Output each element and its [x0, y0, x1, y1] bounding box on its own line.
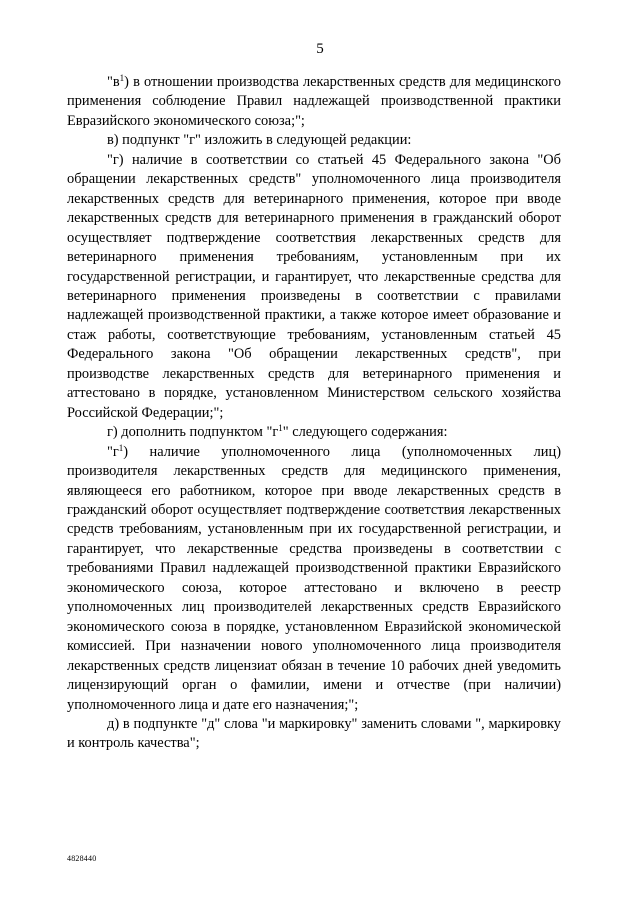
paragraph-item-g [67, 423, 561, 442]
paragraph-text: "г [107, 443, 119, 460]
superscript: 1 [278, 423, 283, 434]
paragraph-text: в) подпункт "г" изложить в следующей редакции: [107, 132, 412, 149]
page-number: 5 [316, 41, 324, 57]
document-body [67, 73, 561, 754]
paragraph-item-v [67, 131, 561, 150]
document-code: 4828440 [67, 854, 97, 863]
superscript: 1 [119, 73, 125, 83]
paragraph-text: " следующего содержания: [282, 424, 448, 441]
superscript: 1 [118, 442, 124, 453]
paragraph-text: г) дополнить подпунктом "г [107, 424, 279, 441]
paragraph-subitem-g1 [67, 443, 561, 715]
paragraph-text: д) в подпункте "д" слова "и маркировку" заменить словами ", маркировку и контроль качества"; [67, 715, 561, 752]
paragraph-text: "г) наличие в соответствии со статьей 45 Федерального закона "Об обращении лекарственных средств" уполномоченного лица производителя лекарственных средств для ветеринарного применения, которое при вводе лекарственных средств для ветеринарного применения в гражданский оборот осуществляет подтверждение соответствия лекарственных средств для ветеринарного применения требованиям, установленным при их государственной регистрации, и гарантирует, что лекарственные средства для ветеринарного применения произведены в соответствии с правилами надлежащей производственной практики, а также которое имеет образование и стаж работы, соответствующие требованиям, установленным статьей 45 Федерального закона "Об обращении лекарственных средств", при производстве лекарственных средств для ветеринарного применения и аттестовано в порядке, установленном Министерством сельского хозяйства Российской Федерации;"; [67, 151, 561, 421]
paragraph-subitem-g [67, 151, 561, 423]
paragraph-text: "в [107, 74, 120, 90]
paragraph-text: ) в отношении производства лекарственных средств для медицинского применения соблюдение Правил надлежащей производственной практики Евразийского экономического союза;"; [67, 74, 561, 129]
paragraph-text: ) наличие уполномоченного лица (уполномоченных лиц) производителя лекарственных средств для медицинского применения, являющееся его работником, которое при вводе лекарственных средств в гражданский оборот осуществляет подтверждение соответствия лекарственных средств требованиям, установленным при их государственной регистрации, и гарантирует, что лекарственные средства произведены в соответствии с требованиями Правил надлежащей производственной практики Евразийского экономического союза, которое аттестовано и включено в реестр уполномоченных лиц производителей лекарственных средств Евразийского экономического союза в порядке, установленном Евразийской экономической комиссией. При назначении нового уполномоченного лица производителя лекарственных средств лицензиат обязан в течение 10 рабочих дней уведомить лицензирующий орган о фамилии, имени и отчестве (при наличии) уполномоченного лица и дате его назначения;"; [67, 443, 561, 713]
paragraph-item-d [67, 715, 561, 754]
paragraph-subitem-v1 [67, 73, 561, 131]
